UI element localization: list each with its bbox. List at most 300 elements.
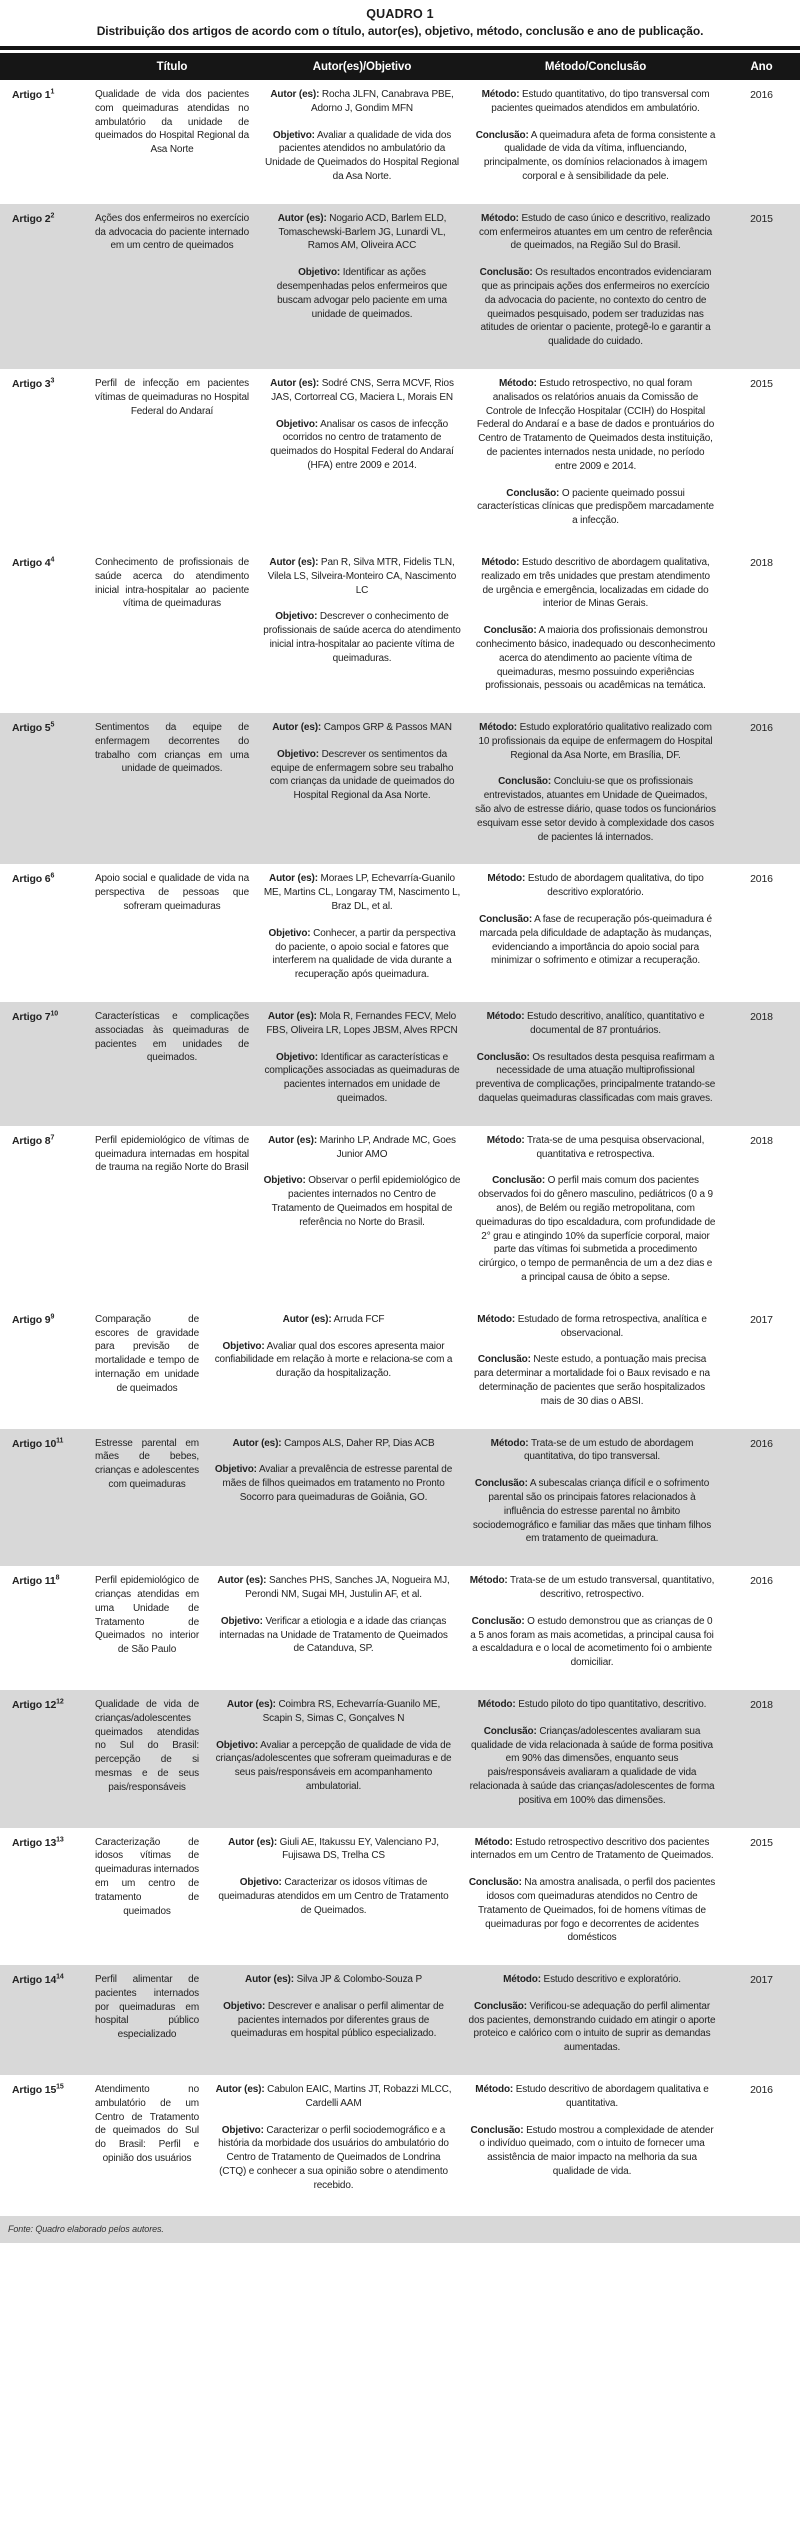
artigo-label: Artigo 10 (12, 1437, 57, 1450)
autor-label: Autor (es): (269, 556, 319, 568)
ano-text: 2015 (750, 212, 773, 225)
table-row (0, 1828, 800, 1966)
conclusao-block (475, 913, 716, 968)
conclusao-block (468, 2124, 716, 2179)
artigo-label: Artigo 13 (12, 1836, 57, 1849)
autor-block (213, 1973, 454, 1987)
ano-text: 2016 (750, 1437, 773, 1450)
metodo-label: Método: (487, 873, 526, 885)
table-row (0, 1690, 800, 1828)
objetivo-block (213, 1463, 454, 1504)
metodo-conclusao-cell (461, 1437, 723, 1547)
titulo-text: Apoio social e qualidade de vida na perspectiva de pessoas que sofreram queimaduras (95, 873, 249, 913)
objetivo-block (213, 1340, 454, 1381)
metodo-conclusao-cell (461, 1574, 723, 1670)
metodo-conclusao-cell (468, 721, 723, 844)
artigo-ref: 6 (50, 872, 55, 880)
autor-objetivo-cell (256, 377, 468, 528)
objetivo-text: Avaliar a qualidade de vida dos pacientes atendidos no ambulatório da Unidade de Queimados do Hospital Regional da Asa Norte. (265, 129, 459, 182)
autor-block (213, 1313, 454, 1327)
artigo-ref: 12 (56, 1698, 64, 1706)
metodo-block (468, 1437, 716, 1465)
metodo-label: Método: (479, 722, 517, 734)
conclusao-block (475, 266, 716, 349)
objetivo-text: Descrever o conhecimento de profissionais de saúde acerca do atendimento inicial intra-hospitalar ao paciente vítima de queimaduras. (263, 611, 461, 664)
metodo-label: Método: (469, 1575, 508, 1587)
conclusao-label: Conclusão: (498, 776, 552, 788)
autor-block (213, 1836, 454, 1864)
metodo-text: Trata-se de um estudo de abordagem quantitativa, do tipo transversal. (523, 1437, 694, 1463)
metodo-text: Trata-se de uma pesquisa observacional, quantitativa e retrospectiva. (527, 1134, 705, 1160)
titulo-text: Perfil de infecção em pacientes vítimas de queimaduras no Hospital Federal do Andaraí (95, 377, 249, 417)
metodo-conclusao-cell (468, 556, 723, 693)
table-row (0, 369, 800, 548)
titulo-cell (88, 1836, 206, 1946)
conclusao-label: Conclusão: (468, 1877, 522, 1889)
autor-label: Autor (es): (282, 1313, 332, 1325)
ano-cell (723, 1010, 800, 1106)
titulo-text: Caracterização de idosos vítimas de queimaduras internados em um centro de tratamento de queimados (95, 1836, 199, 1917)
conclusao-label: Conclusão: (479, 914, 533, 926)
ano-text: 2017 (750, 1313, 773, 1326)
autor-text: Mola R, Fernandes FECV, Melo FBS, Oliveira LR, Lopes JBSM, Alves RPCN (266, 1011, 458, 1036)
titulo-text: Qualidade de vida de crianças/adolescentes queimados atendidas no Sul do Brasil: percepção de si mesmas e de seus pais/responsáveis (95, 1698, 199, 1793)
conclusao-text: Na amostra analisada, o perfil dos pacientes idosos com queimaduras atendidos no Centro de Tratamento de Queimados, foi de homens vítimas de queimaduras por fogo e decorrentes de acidentes domésticos (478, 1877, 716, 1944)
objetivo-label: Objetivo: (214, 1464, 257, 1476)
autor-label: Autor (es): (268, 1134, 317, 1146)
table-subtitle: Distribuição dos artigos de acordo com o título, autor(es), objetivo, método, conclusão e ano de publicação. (96, 24, 704, 38)
titulo-cell (88, 212, 256, 349)
metodo-conclusao-cell (461, 1698, 723, 1808)
artigo-label: Artigo 11 (12, 1575, 56, 1588)
metodo-block (468, 2083, 716, 2111)
objetivo-label: Objetivo: (272, 129, 315, 141)
metodo-conclusao-cell (468, 88, 723, 184)
conclusao-text: Neste estudo, a pontuação mais precisa para determinar a mortalidade foi o Baux revisado e na determinação de pacientes que serão hospitalizados mais de 30 dias o ABSI. (474, 1354, 710, 1407)
titulo-cell (88, 377, 256, 528)
autor-objetivo-cell (256, 88, 468, 184)
artigo-cell (0, 212, 88, 349)
conclusao-text: Concluiu-se que os profissionais entrevistados, atuantes em Unidade de Queimados, são alvo de estresse diário, quase todos os funcionários esquivam esse setor devido à complexidade dos casos de pacientes lá internados. (475, 776, 716, 843)
autor-label: Autor (es): (269, 873, 318, 885)
metodo-block (468, 1313, 716, 1341)
table-row (0, 713, 800, 864)
artigo-ref: 1 (50, 88, 55, 96)
autor-objetivo-cell (256, 212, 468, 349)
artigo-label: Artigo 12 (12, 1698, 57, 1711)
objetivo-text: Caracterizar o perfil sociodemográfico e a história da morbidade dos usuários do ambulatório do Centro de Tratamento de Queimados de Londrina (CTQ) e conhecer a sua opinião sobre o atendimento recebido. (218, 2124, 449, 2191)
objetivo-block (263, 266, 461, 321)
conclusao-text: O estudo demonstrou que as crianças de 0 a 5 anos foram as mais acometidas, a principal causa foi a escaldadura e o local de acometimento foi o ambiente domiciliar. (470, 1615, 714, 1669)
artigo-ref: 9 (50, 1313, 55, 1321)
table-row (0, 548, 800, 713)
metodo-text: Estudo retrospectivo descritivo dos pacientes internados em um Centro de Tratamento de Queimados. (470, 1836, 714, 1862)
ano-cell (723, 212, 800, 349)
ano-cell (723, 872, 800, 982)
autor-label: Autor (es): (226, 1698, 276, 1710)
metodo-text: Trata-se de um estudo transversal, quantitativo, descritivo, retrospectivo. (510, 1575, 715, 1600)
metodo-text: Estudo descritivo e exploratório. (543, 1974, 681, 1986)
autor-text: Coimbra RS, Echevarría-Guanilo ME, Scapin S, Simas C, Gonçalves N (262, 1698, 441, 1724)
objetivo-text: Caracterizar os idosos vítimas de queimaduras atendidos em um Centro de Tratamento de Queimados. (218, 1877, 449, 1916)
autor-objetivo-cell (256, 556, 468, 693)
objetivo-block (263, 1051, 461, 1106)
conclusao-block (468, 1615, 716, 1670)
metodo-block (475, 1010, 716, 1038)
conclusao-label: Conclusão: (476, 1051, 530, 1063)
table-row (0, 80, 800, 204)
autor-objetivo-cell (256, 872, 468, 982)
autor-objetivo-cell (256, 1134, 468, 1285)
metodo-block (475, 872, 716, 900)
ano-text: 2016 (750, 873, 773, 886)
table-source-note: Fonte: Quadro elaborado pelos autores. (0, 2216, 800, 2243)
metodo-block (475, 88, 716, 116)
autor-text: Arruda FCF (333, 1313, 385, 1325)
titulo-cell (88, 88, 256, 184)
titulo-cell (88, 721, 256, 844)
objetivo-block (263, 1174, 461, 1229)
metodo-block (475, 1134, 716, 1162)
artigo-ref: 11 (56, 1437, 64, 1445)
artigo-label: Artigo 9 (12, 1313, 51, 1326)
titulo-text: Ações dos enfermeiros no exercício da advocacia do paciente internado em um centro de queimados (95, 212, 249, 252)
objetivo-block (213, 1615, 454, 1656)
artigo-cell (0, 88, 88, 184)
autor-block (213, 1698, 454, 1726)
metodo-text: Estudo piloto do tipo quantitativo, descritivo. (518, 1698, 707, 1710)
objetivo-label: Objetivo: (221, 2124, 264, 2136)
table-row (0, 1126, 800, 1305)
artigo-cell (0, 1698, 88, 1808)
metodo-text: Estudo de abordagem qualitativa, do tipo descritivo exploratório. (527, 873, 704, 899)
autor-label: Autor (es): (267, 1011, 317, 1023)
ano-text: 2017 (750, 1974, 773, 1987)
titulo-cell (88, 1313, 206, 1409)
conclusao-block (475, 129, 716, 184)
titulo-text: Qualidade de vida dos pacientes com queimaduras atendidas no ambulatório da unidade de queimados do Hospital Regional da Asa Norte (95, 89, 249, 156)
ano-text: 2018 (750, 1134, 773, 1147)
table-row (0, 1002, 800, 1126)
objetivo-text: Conhecer, a partir da perspectiva do paciente, o apoio social e fatores que interferem na qualidade de vida durante a recuperação após queimadura. (272, 927, 456, 981)
conclusao-text: A fase de recuperação pós-queimadura é marcada pela dificuldade de adaptação às mudanças, evidenciando a importância do apoio social para minimizar o sofrimento e otimizar a recuperação. (479, 914, 712, 967)
conclusao-label: Conclusão: (506, 487, 560, 499)
conclusao-label: Conclusão: (471, 1615, 525, 1627)
metodo-text: Estudo retrospectivo, no qual foram analisados os relatórios anuais da Comissão de Controle de Infecção Hospitalar (CCIH) do Hospital Federal do Andaraí e a base de dados e prontuários do Centro de Tratamento de Queimados desta instituição, de pacientes internados nesta unidade, no período entre 2009 e 2014. (476, 377, 715, 472)
ano-cell (723, 377, 800, 528)
conclusao-label: Conclusão: (483, 1725, 537, 1737)
table-row (0, 1566, 800, 1690)
conclusao-label: Conclusão: (477, 1354, 531, 1366)
autor-block (263, 872, 461, 913)
objetivo-label: Objetivo: (275, 1051, 318, 1063)
objetivo-label: Objetivo: (268, 927, 311, 939)
artigo-ref: 2 (50, 212, 55, 220)
metodo-label: Método: (503, 1974, 541, 1986)
table-row (0, 864, 800, 1002)
conclusao-text: A queimadura afeta de forma consistente a qualidade de vida da vítima, influenciando, principalmente, os domínios relacionados à imagem corporal e à sensibilidade da pele. (483, 129, 716, 182)
metodo-label: Método: (474, 1836, 513, 1848)
metodo-label: Método: (481, 212, 519, 224)
conclusao-text: Estudo mostrou a complexidade de atender o indivíduo queimado, com o intuito de fornecer uma assistência de maior impacto na melhoria da sua qualidade de vida. (479, 2124, 714, 2178)
objetivo-label: Objetivo: (275, 418, 318, 430)
conclusao-label: Conclusão: (473, 2000, 527, 2012)
artigo-cell (0, 1134, 88, 1285)
metodo-label: Método: (477, 1313, 516, 1325)
autor-text: Nogario ACD, Barlem ELD, Tomaschewski-Barlem JG, Lunardi VL, Ramos AM, Oliveira ACC (278, 212, 447, 252)
conclusao-block (468, 1725, 716, 1808)
metodo-block (475, 721, 716, 762)
metodo-block (468, 1698, 716, 1712)
autor-block (213, 1574, 454, 1602)
artigo-cell (0, 2083, 88, 2193)
column-header-titulo: Título (156, 60, 188, 73)
autor-block (263, 377, 461, 405)
conclusao-block (475, 624, 716, 693)
artigo-ref: 10 (50, 1010, 58, 1018)
table-row (0, 1965, 800, 2075)
metodo-label: Método: (486, 1011, 525, 1023)
metodo-text: Estudo descritivo, analítico, quantitativo e documental de 87 prontuários. (527, 1011, 705, 1036)
metodo-label: Método: (477, 1698, 516, 1710)
conclusao-block (468, 1876, 716, 1945)
column-header-autor-objetivo: Autor(es)/Objetivo (312, 60, 412, 73)
table-row (0, 2075, 800, 2213)
ano-cell (723, 1313, 800, 1409)
objetivo-label: Objetivo: (275, 611, 318, 623)
autor-objetivo-cell (206, 1698, 461, 1808)
column-header-metodo-conclusao: Método/Conclusão (544, 60, 647, 73)
autor-label: Autor (es): (232, 1437, 282, 1449)
metodo-conclusao-cell (468, 1134, 723, 1285)
autor-text: Giuli AE, Itakussu EY, Valenciano PJ, Fujisawa DS, Trelha CS (279, 1836, 439, 1862)
autor-objetivo-cell (256, 721, 468, 844)
titulo-cell (88, 1134, 256, 1285)
titulo-text: Perfil epidemiológico de crianças atendidas em uma Unidade de Tratamento de Queimados no interior de São Paulo (95, 1575, 199, 1656)
autor-block (263, 88, 461, 116)
conclusao-label: Conclusão: (475, 129, 529, 141)
titulo-text: Sentimentos da equipe de enfermagem decorrentes do trabalho com crianças em uma unidade de queimados. (95, 722, 249, 775)
artigo-cell (0, 377, 88, 528)
metodo-label: Método: (481, 89, 520, 100)
ano-cell (723, 88, 800, 184)
objetivo-label: Objetivo: (298, 267, 341, 279)
autor-objetivo-cell (256, 1010, 468, 1106)
autor-objetivo-cell (206, 2083, 461, 2193)
artigo-ref: 14 (56, 1973, 64, 1981)
autor-label: Autor (es): (272, 722, 322, 734)
metodo-block (468, 1836, 716, 1864)
ano-cell (723, 2083, 800, 2193)
metodo-text: Estudo descritivo de abordagem qualitativa e quantitativa. (515, 2084, 709, 2109)
titulo-text: Atendimento no ambulatório de um Centro de Tratamento de queimados do Sul do Brasil: Perfil e opinião dos usuários (95, 2084, 199, 2165)
autor-label: Autor (es): (215, 2084, 265, 2096)
metodo-block (468, 1973, 716, 1987)
ano-cell (723, 721, 800, 844)
conclusao-text: A subescalas criança difícil e o sofrimento parental são os principais fatores relacionados à influência do estresse parental no âmbito sociodemográfico e familiar das mães que tinham filhos em tratamento de queimadura. (472, 1478, 712, 1545)
titulo-cell (88, 2083, 206, 2193)
ano-cell (723, 556, 800, 693)
objetivo-label: Objetivo: (220, 1615, 263, 1627)
artigo-label: Artigo 14 (12, 1974, 57, 1987)
ano-text: 2015 (750, 1836, 773, 1849)
ano-cell (723, 1437, 800, 1547)
conclusao-text: Os resultados encontrados evidenciaram que as principais ações dos enfermeiros no exercício da advocacia do paciente, no contexto do centro de queimados pesquisado, podem ser traduzidas nas atitudes de orientar o paciente, protegê-lo e garantir a qualidade do cuidado. (480, 267, 712, 348)
artigo-label: Artigo 7 (12, 1011, 51, 1024)
metodo-block (475, 377, 716, 474)
metodo-text: Estudado de forma retrospectiva, analítica e observacional. (517, 1313, 707, 1339)
objetivo-text: Identificar as ações desempenhadas pelos enfermeiros que buscam advogar pelo paciente em uma unidade de queimados. (276, 267, 448, 320)
metodo-conclusao-cell (461, 2083, 723, 2193)
ano-cell (723, 1574, 800, 1670)
ano-text: 2016 (750, 1575, 773, 1588)
metodo-label: Método: (481, 556, 520, 568)
autor-label: Autor (es): (245, 1974, 294, 1986)
objetivo-text: Avaliar qual dos escores apresenta maior confiabilidade em relação à morte e relaciona-se com a duração da hospitalização. (214, 1340, 453, 1380)
ano-cell (723, 1973, 800, 2055)
ano-text: 2018 (750, 1011, 773, 1024)
table-row (0, 1305, 800, 1429)
objetivo-text: Observar o perfil epidemiológico de pacientes internados no Centro de Tratamento de Queimados em hospital de referência no Norte do Brasil. (271, 1175, 461, 1228)
autor-text: Campos ALS, Daher RP, Dias ACB (284, 1437, 435, 1449)
conclusao-label: Conclusão: (474, 1478, 528, 1490)
conclusao-text: O paciente queimado possui características clínicas que predispõem marcadamente a infecção. (477, 487, 714, 527)
objetivo-text: Analisar os casos de infecção ocorridos no centro de tratamento de queimados do Hospital Federal do Andaraí (HFA) entre 2009 e 2014. (270, 418, 454, 471)
objetivo-text: Verificar a etiologia e a idade das crianças internadas na Unidade de Tratamento de Queimados de Catanduva, SP. (219, 1615, 448, 1655)
metodo-conclusao-cell (461, 1973, 723, 2055)
artigo-cell (0, 1836, 88, 1946)
metodo-block (475, 212, 716, 253)
ano-text: 2016 (750, 722, 773, 735)
conclusao-label: Conclusão: (470, 2124, 524, 2136)
conclusao-block (468, 1477, 716, 1546)
metodo-conclusao-cell (468, 872, 723, 982)
ano-text: 2018 (750, 1698, 773, 1711)
conclusao-text: Crianças/adolescentes avaliaram sua qualidade de vida relacionada à saúde de forma positiva em 90% das dimensões, enquanto seus pais/responsáveis avaliaram a qualidade de vida relacionada à saúde das crianças/adolescentes de forma positiva em 100% das dimensões. (469, 1725, 715, 1806)
artigo-cell (0, 556, 88, 693)
autor-label: Autor (es): (270, 377, 320, 389)
objetivo-block (263, 748, 461, 803)
artigo-cell (0, 721, 88, 844)
table-body (0, 80, 800, 2213)
objetivo-text: Descrever e analisar o perfil alimentar de pacientes internados por diferentes graus de queimaduras em hospital público especializado. (230, 2000, 444, 2040)
conclusao-block (468, 1353, 716, 1408)
metodo-label: Método: (486, 1134, 525, 1146)
metodo-conclusao-cell (461, 1836, 723, 1946)
autor-text: Silva JP & Colombo-Souza P (296, 1974, 422, 1986)
metodo-block (475, 556, 716, 611)
artigo-cell (0, 1313, 88, 1409)
artigo-label: Artigo 4 (12, 556, 51, 569)
titulo-cell (88, 1437, 206, 1547)
autor-text: Cabulon EAIC, Martins JT, Robazzi MLCC, Cardelli AAM (267, 2084, 452, 2109)
titulo-text: Conhecimento de profissionais de saúde acerca do atendimento inicial intra-hospitalar ao paciente vítima de queimaduras (95, 556, 249, 610)
objetivo-text: Identificar as características e complicações associadas as queimaduras de pacientes internados em unidade de queimados. (264, 1051, 460, 1105)
artigo-ref: 4 (50, 556, 55, 564)
metodo-conclusao-cell (468, 377, 723, 528)
artigo-label: Artigo 2 (12, 212, 51, 225)
artigo-cell (0, 1437, 88, 1547)
conclusao-block (475, 775, 716, 844)
autor-text: Campos GRP & Passos MAN (323, 722, 452, 734)
artigo-cell (0, 1010, 88, 1106)
autor-block (263, 1010, 461, 1038)
autor-label: Autor (es): (228, 1836, 278, 1848)
metodo-block (468, 1574, 716, 1602)
autor-objetivo-cell (206, 1437, 461, 1547)
objetivo-block (213, 2124, 454, 2193)
artigo-cell (0, 1574, 88, 1670)
artigo-label: Artigo 1 (12, 89, 51, 101)
autor-block (263, 1134, 461, 1162)
artigo-label: Artigo 3 (12, 377, 51, 390)
artigo-label: Artigo 6 (12, 873, 51, 886)
table-row (0, 1429, 800, 1567)
autor-objetivo-cell (206, 1313, 461, 1409)
conclusao-block (475, 1051, 716, 1106)
metodo-text: Estudo quantitativo, do tipo transversal com pacientes queimados atendidos em ambulatório. (491, 89, 710, 114)
autor-block (213, 1437, 454, 1451)
autor-text: Pan R, Silva MTR, Fidelis TLN, Vilela LS, Silveira-Monteiro CA, Nascimento LC (267, 556, 457, 596)
metodo-label: Método: (475, 2084, 514, 2096)
conclusao-block (475, 487, 716, 528)
conclusao-block (468, 2000, 716, 2055)
autor-block (263, 212, 461, 253)
column-header-row (0, 53, 800, 80)
metodo-text: Estudo de caso único e descritivo, realizado com enfermeiros atuantes em um centro de referência de queimados, na Região Sul do Brasil. (478, 212, 713, 252)
autor-objetivo-cell (206, 1973, 461, 2055)
ano-text: 2015 (750, 377, 773, 390)
conclusao-label: Conclusão: (479, 267, 533, 279)
ano-cell (723, 1134, 800, 1285)
objetivo-block (213, 1739, 454, 1794)
objetivo-block (263, 418, 461, 473)
conclusao-label: Conclusão: (492, 1175, 546, 1187)
objetivo-label: Objetivo: (239, 1877, 282, 1889)
objetivo-label: Objetivo: (263, 1175, 306, 1187)
titulo-text: Comparação de escores de gravidade para previsão de mortalidade e tempo de internação em unidade de queimados (95, 1313, 199, 1394)
artigo-ref: 15 (56, 2083, 64, 2091)
ano-cell (723, 1698, 800, 1808)
objetivo-block (263, 129, 461, 184)
autor-objetivo-cell (206, 1836, 461, 1946)
objetivo-text: Avaliar a percepção de qualidade de vida de crianças/adolescentes que sofreram queimaduras e de seus pais/responsáveis em acompanhamento ambulatorial. (215, 1739, 452, 1792)
metodo-label: Método: (490, 1437, 529, 1449)
autor-text: Rocha JLFN, Canabrava PBE, Adorno J, Gondim MFN (310, 89, 454, 114)
conclusao-block (475, 1174, 716, 1284)
titulo-text: Perfil alimentar de pacientes internados por queimaduras em hospital público especializado (95, 1974, 199, 2041)
autor-text: Marinho LP, Andrade MC, Goes Junior AMO (319, 1134, 456, 1160)
metodo-conclusao-cell (468, 212, 723, 349)
metodo-text: Estudo descritivo de abordagem qualitativa, realizado em três unidades que prestam atendimento de urgência e emergência, localizadas em cidade do interior de Minas Gerais. (481, 556, 710, 610)
artigo-cell (0, 1973, 88, 2055)
metodo-conclusao-cell (468, 1010, 723, 1106)
table-row (0, 204, 800, 369)
artigo-ref: 5 (50, 721, 55, 729)
conclusao-label: Conclusão: (483, 625, 537, 637)
autor-objetivo-cell (206, 1574, 461, 1670)
metodo-conclusao-cell (461, 1313, 723, 1409)
autor-label: Autor (es): (270, 89, 320, 100)
artigo-label: Artigo 5 (12, 722, 51, 735)
ano-text: 2016 (750, 89, 773, 101)
artigo-ref: 3 (50, 377, 55, 385)
conclusao-text: Os resultados desta pesquisa reafirmam a necessidade de uma atuação multiprofissional preventiva de complicações, principalmente tratando-se daquelas queimaduras classificadas com mais graves. (475, 1051, 716, 1105)
autor-text: Sodré CNS, Serra MCVF, Rios JAS, Cortorreal CG, Maciera L, Morais EN (271, 377, 454, 403)
autor-block (263, 556, 461, 597)
titulo-text: Perfil epidemiológico de vítimas de queimadura internadas em hospital de trauma na região Norte do Brasil (95, 1134, 249, 1174)
autor-block (213, 2083, 454, 2111)
